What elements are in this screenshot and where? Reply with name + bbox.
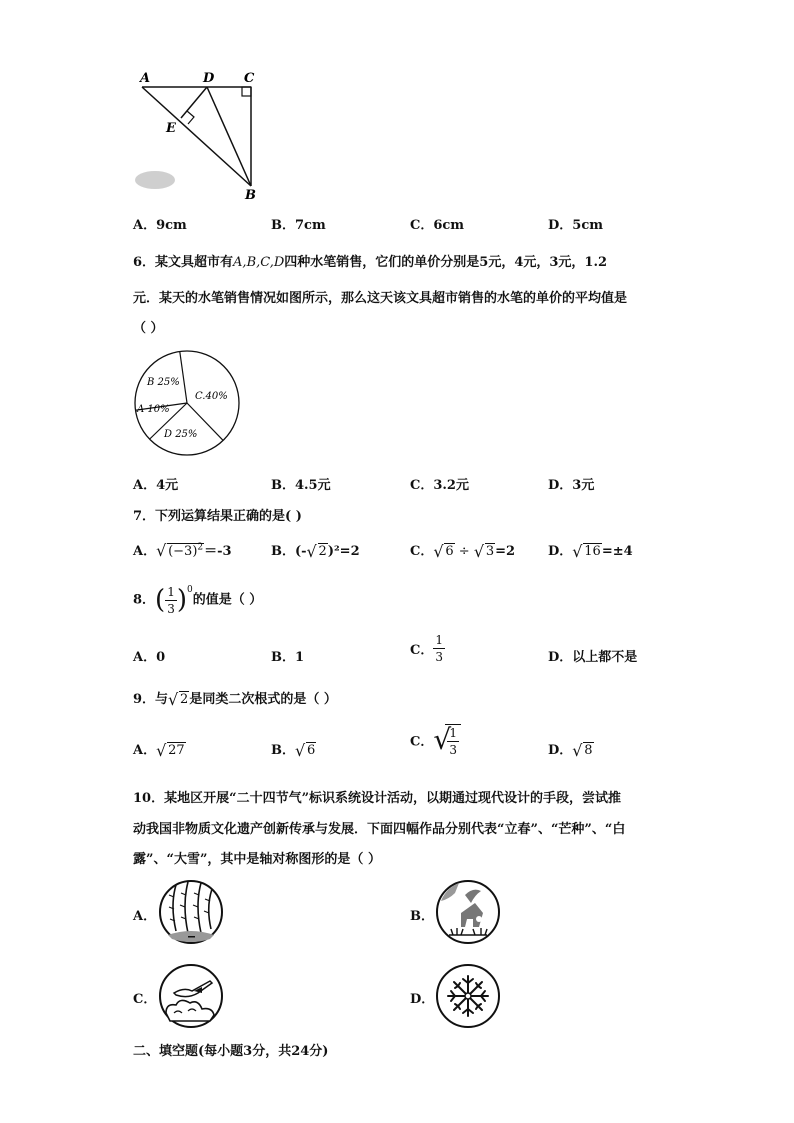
sqrt-symbol: √ 2 <box>306 542 327 561</box>
q7-d-rhs: =±4 <box>601 544 633 559</box>
mangzhong-icon[interactable] <box>435 879 501 945</box>
q9-pre: 9．与 <box>133 692 169 707</box>
sqrt-symbol: √ $(-3)^2$ <box>156 540 204 560</box>
q9-option-b[interactable] <box>271 739 316 758</box>
q7-option-d[interactable] <box>548 540 633 559</box>
lichun-icon[interactable] <box>158 879 224 945</box>
pie-label-c: C.40% <box>195 391 228 402</box>
q9-b-label: B． <box>271 743 295 758</box>
q10-option-b[interactable]: B． <box>410 909 434 924</box>
pie-label-a: A 10% <box>137 404 170 415</box>
sqrt-symbol: √ 6 <box>433 542 454 561</box>
q10-option-a[interactable]: A． <box>133 909 157 924</box>
triangle-figure <box>130 66 270 200</box>
bailu-icon[interactable] <box>158 963 224 1029</box>
q9-option-d[interactable] <box>548 739 594 758</box>
sqrt-symbol: √ 6 <box>295 741 316 760</box>
q10-line2: 动我国非物质文化遗产创新传承与发展．下面四幅作品分别代表“立春”、“芒种”、“白 <box>133 822 626 837</box>
daxue-snowflake-icon[interactable] <box>435 963 501 1029</box>
q6-option-b[interactable]: B．4.5元 <box>271 478 331 493</box>
q6-line2: 元．某天的水笔销售情况如图所示，那么这天该文具超市销售的水笔的单价的平均值是 <box>133 291 628 306</box>
q5-option-b[interactable]: B．7cm <box>271 218 326 233</box>
label-C: C <box>244 71 255 86</box>
q7-a-rhs: ＝-3 <box>204 544 232 559</box>
q9-stem <box>133 688 337 707</box>
sqrt-symbol: √ 16 <box>572 542 601 561</box>
label-D: D <box>203 71 215 86</box>
q7-option-a[interactable] <box>133 540 232 559</box>
q8-stem: 8．( $\frac{1}{3}$ )$^0$的值是（ ） <box>133 584 263 616</box>
q9-option-c[interactable]: C． √ $\frac{1}{3}$ <box>410 724 461 756</box>
q6-option-d[interactable]: D．3元 <box>548 478 595 493</box>
label-E: E <box>166 121 176 136</box>
q8-option-a[interactable]: A．0 <box>133 650 166 665</box>
q10-option-c[interactable]: C． <box>133 992 157 1007</box>
q6-text-pre: 6．某文具超市有 <box>133 255 234 270</box>
q7-stem: 7．下列运算结果正确的是( ) <box>133 509 302 524</box>
q8-stem-post: 的值是（ ） <box>192 592 263 608</box>
q6-line3: （ ） <box>133 321 164 336</box>
q7-option-c[interactable]: C． √ 6 ÷ √ 3=2 <box>410 542 516 561</box>
q5-option-d[interactable]: D．5cm <box>548 218 603 233</box>
label-B: B <box>245 188 256 200</box>
q10-line1: 10．某地区开展“二十四节气”标识系统设计活动，以期通过现代设计的手段，尝试推 <box>133 791 622 806</box>
pie-label-d: D 25% <box>164 429 198 440</box>
q6-line1 <box>133 251 607 270</box>
sqrt-symbol: √ 8 <box>572 741 593 760</box>
q9-post: 是同类二次根式的是（ ） <box>189 692 337 707</box>
q10-line3: 露”、“大雪”，其中是轴对称图形的是（ ） <box>133 852 381 867</box>
sqrt-symbol: √ 3 <box>473 542 495 561</box>
q6-vars: A,B,C,D <box>233 255 285 270</box>
q8-option-b[interactable]: B．1 <box>271 650 305 665</box>
q7-b-label: B． <box>271 544 295 559</box>
q8-option-c[interactable]: C． $\frac{1}{3}$ <box>410 633 443 664</box>
q7-b-rhs: )²=2 <box>327 544 360 559</box>
sqrt-symbol: √ 2 <box>168 690 189 709</box>
q9-a-label: A． <box>133 743 157 758</box>
q6-option-a[interactable]: A．4元 <box>133 478 179 493</box>
q9-d-label: D． <box>548 743 573 758</box>
q7-c-rhs: =2 <box>495 544 516 559</box>
pie-label-b: B 25% <box>147 377 180 388</box>
q7-a-label: A． <box>133 544 157 559</box>
q6-text-post: 四种水笔销售，它们的单价分别是5元，4元，3元，1.2 <box>284 255 608 270</box>
q10-option-d[interactable]: D． <box>410 992 435 1007</box>
q5-option-c[interactable]: C．6cm <box>410 218 465 233</box>
pie-chart <box>133 349 241 457</box>
q8-c-label: C． <box>410 643 434 658</box>
q7-option-b[interactable]: B．(- √ 2)²=2 <box>271 542 360 561</box>
q9-c-label: C． <box>410 734 434 750</box>
q7-c-label: C． <box>410 544 434 559</box>
q8-option-d[interactable]: D．以上都不是 <box>548 650 638 665</box>
label-A: A <box>140 71 151 86</box>
watermark-blur <box>135 171 175 189</box>
q5-option-a[interactable]: A．9cm <box>133 218 187 233</box>
q7-d-label: D． <box>548 544 573 559</box>
sqrt-symbol: √ 27 <box>156 741 185 760</box>
q9-option-a[interactable] <box>133 739 186 758</box>
section2-heading: 二、填空题(每小题3分，共24分) <box>133 1044 329 1059</box>
q6-option-c[interactable]: C．3.2元 <box>410 478 469 493</box>
